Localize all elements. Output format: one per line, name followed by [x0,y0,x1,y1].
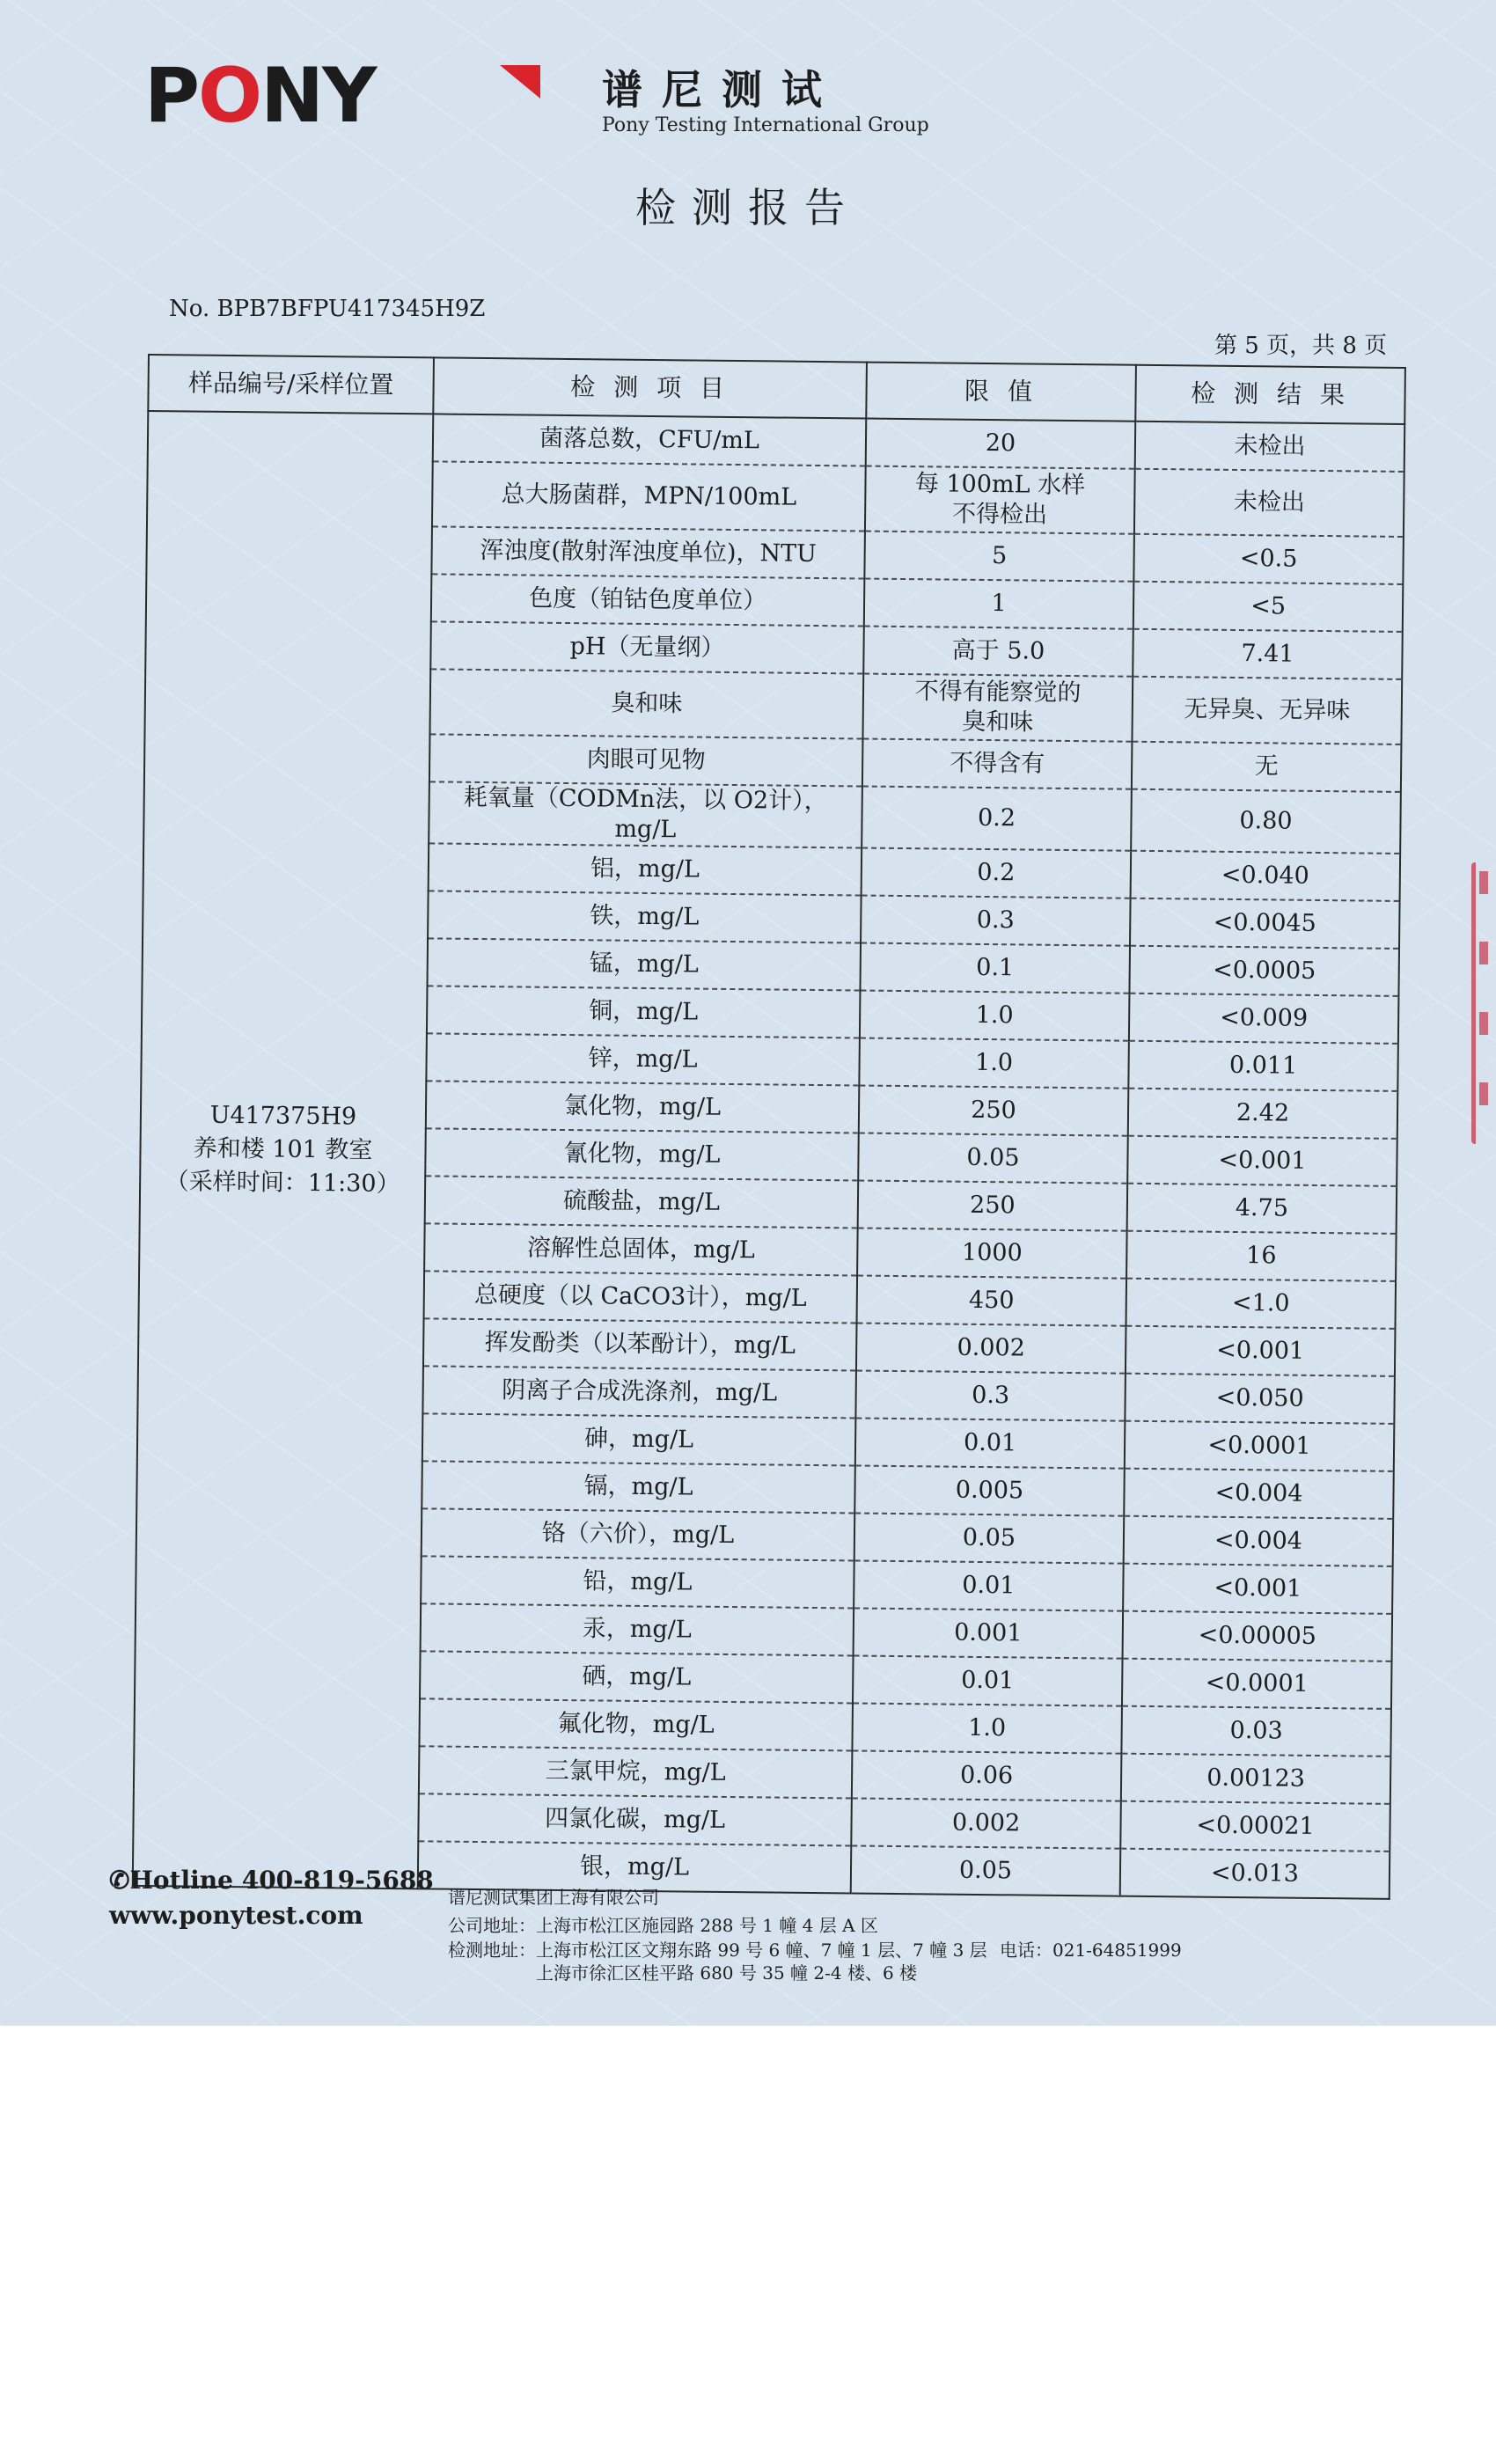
cell-limit: 0.3 [861,896,1131,946]
cell-item: 肉眼可见物 [429,734,863,786]
sample-location: 养和楼 101 教室 [193,1134,373,1164]
cell-item: 总大肠菌群，MPN/100mL [432,461,866,531]
cell-limit: 0.1 [860,943,1130,994]
cell-item: 色度（铂钴色度单位） [431,574,865,626]
cell-limit: 0.05 [854,1513,1125,1563]
cell-result: 无异臭、无异味 [1132,677,1402,744]
cell-item: 锰，mg/L [427,938,861,990]
cell-limit: 5 [864,532,1134,582]
cell-result: 0.80 [1131,789,1401,854]
cell-item: 硫酸盐，mg/L [425,1176,859,1228]
logo-chinese-name: 谱尼测试 [602,66,841,114]
cell-result: <0.0045 [1130,898,1400,949]
lab-address-2: 上海市徐汇区桂平路 680 号 35 幢 2-4 楼、6 楼 [536,1962,918,1984]
sample-id: U417375H9 [209,1101,357,1131]
header-sample: 样品编号/采样位置 [148,355,434,414]
website-link[interactable]: www.ponytest.com [109,1901,363,1930]
cell-item: 总硬度（以 CaCO3计），mg/L [424,1271,858,1323]
cell-result: <0.009 [1129,994,1399,1044]
cell-limit: 0.001 [854,1608,1124,1658]
cell-limit: 450 [857,1275,1127,1325]
header-result: 检 测 结 果 [1135,365,1405,424]
cell-result: <0.004 [1124,1469,1394,1519]
cell-limit: 0.05 [851,1845,1121,1896]
cell-item: 三氯甲烷，mg/L [419,1746,853,1798]
cell-result: <0.001 [1127,1136,1397,1186]
page-title: 检测报告 [635,184,861,231]
cell-item: 挥发酚类（以苯酚计），mg/L [423,1318,857,1370]
cell-limit: 1000 [857,1228,1127,1279]
cell-result: <0.040 [1131,851,1401,901]
cell-result: <0.00005 [1123,1611,1393,1661]
cell-limit: 0.3 [855,1370,1126,1420]
page-footer [109,1866,1429,1998]
cell-limit: 0.002 [856,1323,1126,1373]
cell-limit: 每 100mL 水样 不得检出 [865,466,1135,534]
cell-limit: 不得有能察觉的 臭和味 [862,674,1133,742]
cell-item: 硒，mg/L [420,1651,854,1703]
lab-address-1: 检测地址：上海市松江区文翔东路 99 号 6 幢、7 幢 1 层、7 幢 3 层 [448,1940,987,1961]
cell-item: 锌，mg/L [426,1033,860,1085]
table-body [133,411,1404,1899]
company-address: 公司地址：上海市松江区施园路 288 号 1 幢 4 层 A 区 [448,1915,878,1936]
header-limit: 限 值 [866,363,1136,422]
cell-item: 氯化物，mg/L [426,1081,860,1133]
logo-triangle [500,65,540,99]
cell-limit: 1.0 [859,1038,1129,1089]
cell-limit: 250 [859,1086,1129,1136]
cell-result: 4.75 [1127,1184,1397,1234]
cell-result: <0.0001 [1125,1421,1395,1471]
hotline-text: ✆Hotline 400-819-5688 [109,1866,434,1895]
cell-limit: 20 [866,419,1136,469]
cell-result: 0.011 [1128,1041,1398,1091]
cell-limit: 0.005 [854,1465,1125,1515]
cell-item: 浑浊度(散射浑浊度单位)，NTU [431,526,865,578]
cell-limit: 0.002 [851,1798,1121,1848]
cell-item: 铬（六价），mg/L [422,1508,855,1560]
cell-result: <0.001 [1123,1564,1393,1614]
cell-result: 16 [1126,1231,1397,1281]
cell-item: 阴离子合成洗涤剂，mg/L [422,1366,856,1418]
cell-result: 7.41 [1133,629,1403,679]
cell-item: 铝，mg/L [429,843,862,895]
cell-item: 氟化物，mg/L [419,1698,853,1750]
cell-limit: 1.0 [860,991,1130,1041]
cell-result: <0.5 [1133,534,1404,584]
cell-item: 四氯化碳，mg/L [418,1793,852,1845]
seal-stamp-edge [1471,862,1495,1144]
cell-item: 溶解性总固体，mg/L [424,1223,858,1275]
cell-result: <0.00021 [1120,1801,1390,1852]
cell-result: 未检出 [1135,422,1405,472]
cell-result: <5 [1133,582,1404,632]
cell-limit: 不得含有 [862,739,1133,789]
cell-item: 铜，mg/L [427,986,861,1038]
cell-result: 无 [1132,742,1402,792]
cell-result: <0.004 [1124,1516,1394,1566]
cell-result: 0.00123 [1121,1754,1391,1804]
cell-limit: 0.2 [862,848,1132,898]
cell-item: 菌落总数，CFU/mL [433,414,867,466]
cell-limit: 0.01 [855,1418,1126,1468]
report-number: No. BPB7BFPU417345H9Z [169,296,486,322]
company-name: 谱尼测试集团上海有限公司 [448,1887,659,1908]
logo-wordmark: PONY [144,52,376,140]
cell-item: 铁，mg/L [428,891,862,942]
cell-item: 耗氧量（CODMn法，以 O2计），mg/L [429,781,862,847]
cell-item: 氰化物，mg/L [425,1128,859,1180]
cell-limit: 0.01 [853,1655,1123,1705]
cell-item: 汞，mg/L [421,1603,854,1655]
cell-limit: 高于 5.0 [863,627,1133,677]
cell-item: 银，mg/L [418,1841,852,1893]
logo-english-name: Pony Testing International Group [602,114,929,136]
cell-item: 铅，mg/L [421,1556,854,1608]
results-table [132,354,1406,1900]
cell-result: <0.013 [1120,1849,1390,1899]
page-indicator: 第 5 页，共 8 页 [1214,333,1388,359]
cell-item: 镉，mg/L [422,1461,855,1513]
cell-limit: 0.05 [858,1133,1128,1184]
cell-result: <0.001 [1126,1326,1396,1376]
cell-result: <0.0005 [1129,946,1399,996]
phone-number: 电话：021-64851999 [1000,1940,1182,1961]
cell-limit: 1 [864,579,1134,629]
sample-cell [133,411,434,1888]
cell-item: 臭和味 [429,669,863,738]
cell-result: <1.0 [1126,1279,1396,1329]
header-item: 检 测 项 目 [433,357,867,418]
cell-item: pH（无量纲） [430,621,864,673]
cell-limit: 250 [858,1181,1128,1231]
cell-result: 2.42 [1128,1089,1398,1139]
cell-result: <0.050 [1125,1374,1395,1424]
cell-limit: 0.2 [862,787,1132,851]
cell-result: <0.0001 [1122,1659,1392,1709]
cell-result: 0.03 [1121,1706,1391,1756]
cell-limit: 0.06 [852,1750,1122,1800]
cell-limit: 1.0 [852,1703,1122,1753]
cell-limit: 0.01 [854,1560,1124,1610]
cell-item: 砷，mg/L [422,1413,856,1465]
sample-time: （采样时间：11:30） [165,1168,400,1199]
cell-result: 未检出 [1134,469,1404,537]
